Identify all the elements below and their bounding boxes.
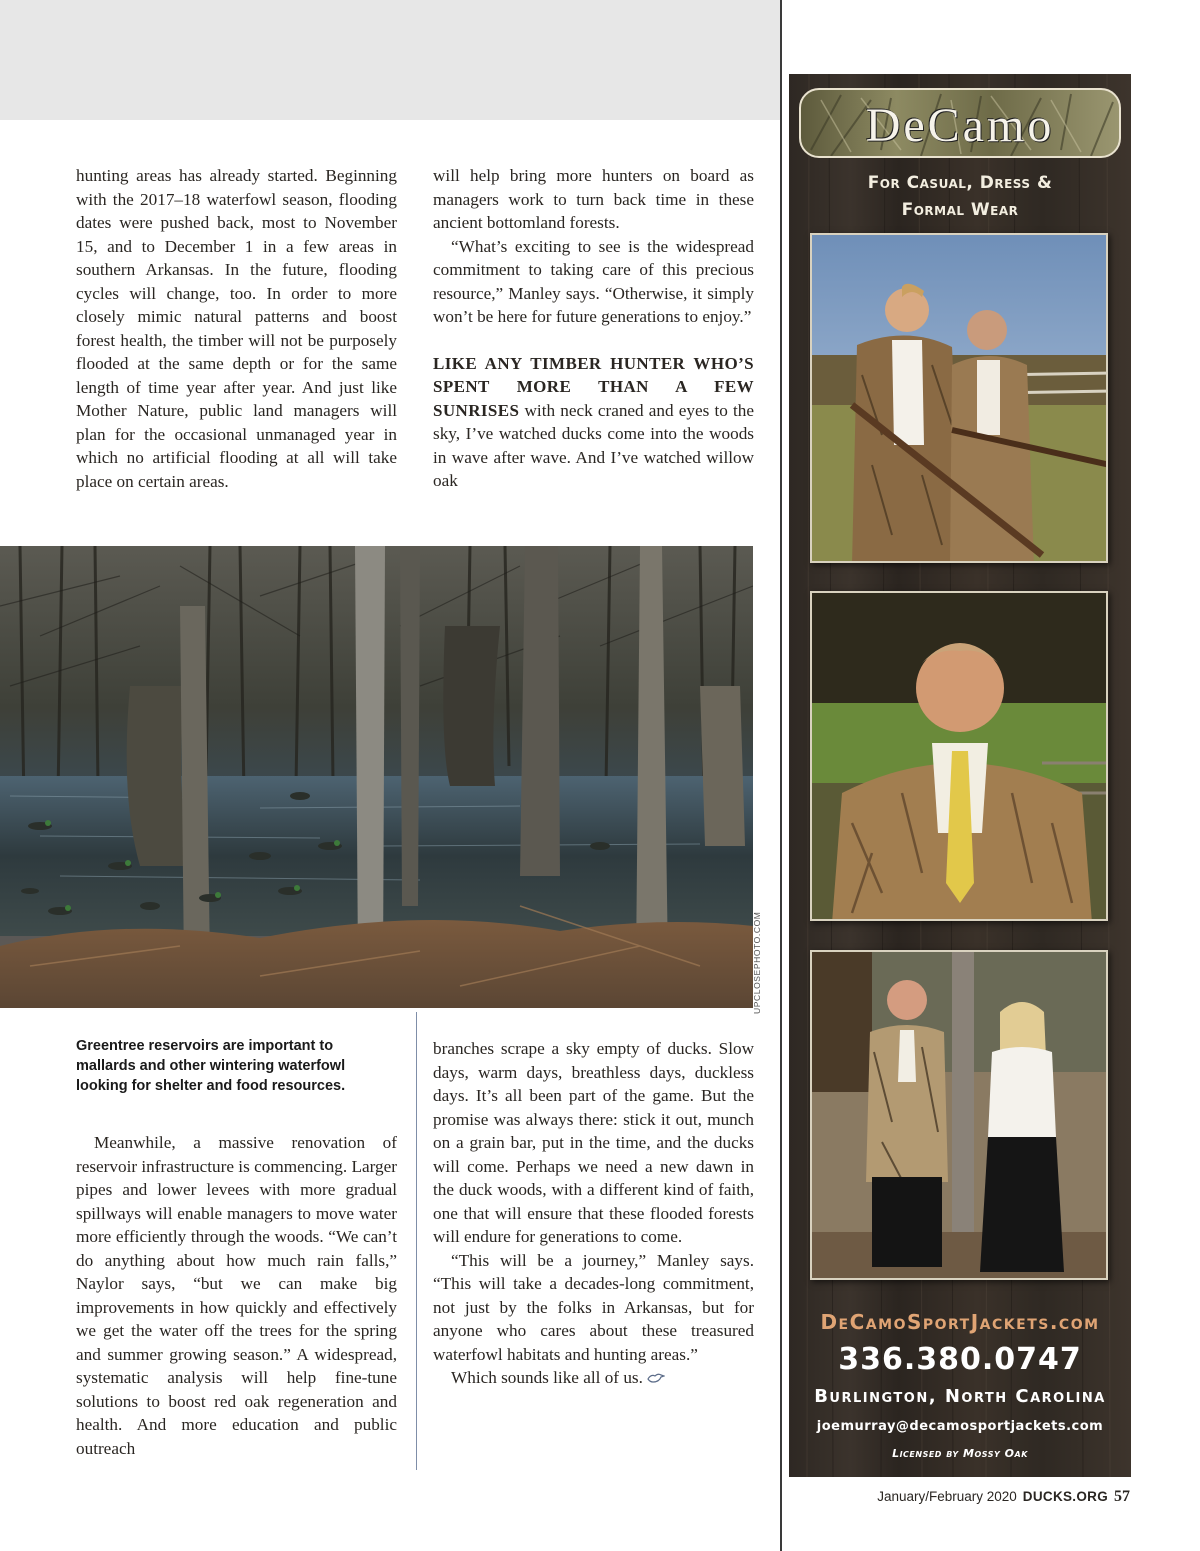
ad-phone-number[interactable]: 336.380.0747 [838,1342,1082,1377]
portrait-image [812,593,1108,921]
tagline-line: For Casual, Dress & [867,173,1053,193]
ad-photo-couple [810,950,1108,1280]
photo-caption: Greentree reservoirs are important to mallards and other wintering waterfowl looking for shelter and food resources. [76,1038,346,1094]
duck-endmark-icon [647,1372,665,1384]
decamo-logo [799,88,1121,158]
run-in-heading: LIKE ANY TIMBER HUNTER WHO’S SPENT MORE THAN A FEW SUNRISES [433,353,754,420]
column-divider [416,1012,417,1470]
couple-image [812,952,1108,1280]
article-column-2-top [433,164,754,493]
paragraph: “This will be a journey,” Manley says. “This will take a decades-long commitment, not just by the folks in Arkansas, but for anyone who cares about these treasured waterfowl habitats and hunting areas.” [433,1250,754,1364]
gutter-rule [780,0,782,1551]
paragraph: “What’s exciting to see is the widespread commitment to taking care of this precious resource,” Manley says. “Otherwise, it simply won’t be here for future generations to enjoy.” [433,236,754,326]
closing-paragraph [433,1366,754,1390]
header-band [0,0,780,120]
ad-tagline [789,170,1131,224]
article-column-1-top [76,164,397,493]
paragraph: hunting areas has already started. Beginning with the 2017–18 waterfowl season, flooding dates were pushed back, most to November 15, and to December 1 in a few areas in southern Arkansas. In the future, flooding cycles will change, too. In order to more closely mimic natural patterns and boost forest health, the timber will not be purposely flooded at the same depth or for the same length of time year after year. And just like Mother Nature, public land managers will plan for the occasional unmanaged year in which no artificial flooding at all will take place on certain areas. [76,166,397,491]
paragraph: branches scrape a sky empty of ducks. Slow days, warm days, breathless days, duckless days. It’s all been part of the game. But the promise was always there: stick it out, munch on a grain bar, put in the time, and the ducks will come. Perhaps we need a new dawn in the duck woods, with a different kind of faith, one that will ensure that these flooded forests will endure for generations to come. [433,1039,754,1246]
decamo-advertisement[interactable] [789,74,1131,1477]
flooded-timber-image [0,546,753,1008]
ad-email-link[interactable]: joemurray@decamosportjackets.com [816,1419,1104,1434]
issue-date: January/February 2020 [877,1489,1017,1504]
article-column-2-bottom [433,1037,754,1390]
paragraph: Meanwhile, a massive renovation of reservoir infrastructure is commencing. Larger pipes and lower levees with more gradual spillways will enable managers to move water more efficiently through the woods. “We can’t do anything about how much rain falls,” Naylor says, “but we can make big improvements in how quickly and effectively we get the water off the trees for the spring and summer growing season.” A widespread, systematic analysis will help fine-tune solutions to boost red oak regeneration and health. And more education and public outreach [76,1133,397,1458]
page-folio [877,1488,1130,1506]
tagline-line: Formal Wear [901,200,1019,220]
ad-photo-hunters [810,233,1108,563]
photo-credit-text: UPCLOSEPHOTO.COM [752,911,762,1014]
ad-license-note: Licensed by Mossy Oak [892,1447,1028,1460]
article-column-1-bottom [76,1131,397,1460]
hunters-image [812,235,1108,563]
paragraph: will help bring more hunters on board as managers work to turn back time in these ancient bottomland forests. [433,166,754,232]
flooded-timber-photo [0,546,753,1008]
section-paragraph [433,352,754,493]
page-number: 57 [1114,1488,1130,1505]
magazine-brand: DUCKS.ORG [1022,1489,1108,1504]
closing-text: Which sounds like all of us. [451,1368,643,1387]
paragraph-text: with neck craned and eyes to the sky, I’ve watched ducks come into the woods in wave after wave. And I’ve watched willow oak [433,400,754,490]
ad-photo-portrait [810,591,1108,921]
ad-location: Burlington, North Carolina [814,1386,1106,1407]
logo-text: DeCamo [865,99,1055,152]
ad-website-link[interactable]: DeCamoSportJackets.com [820,1310,1100,1334]
